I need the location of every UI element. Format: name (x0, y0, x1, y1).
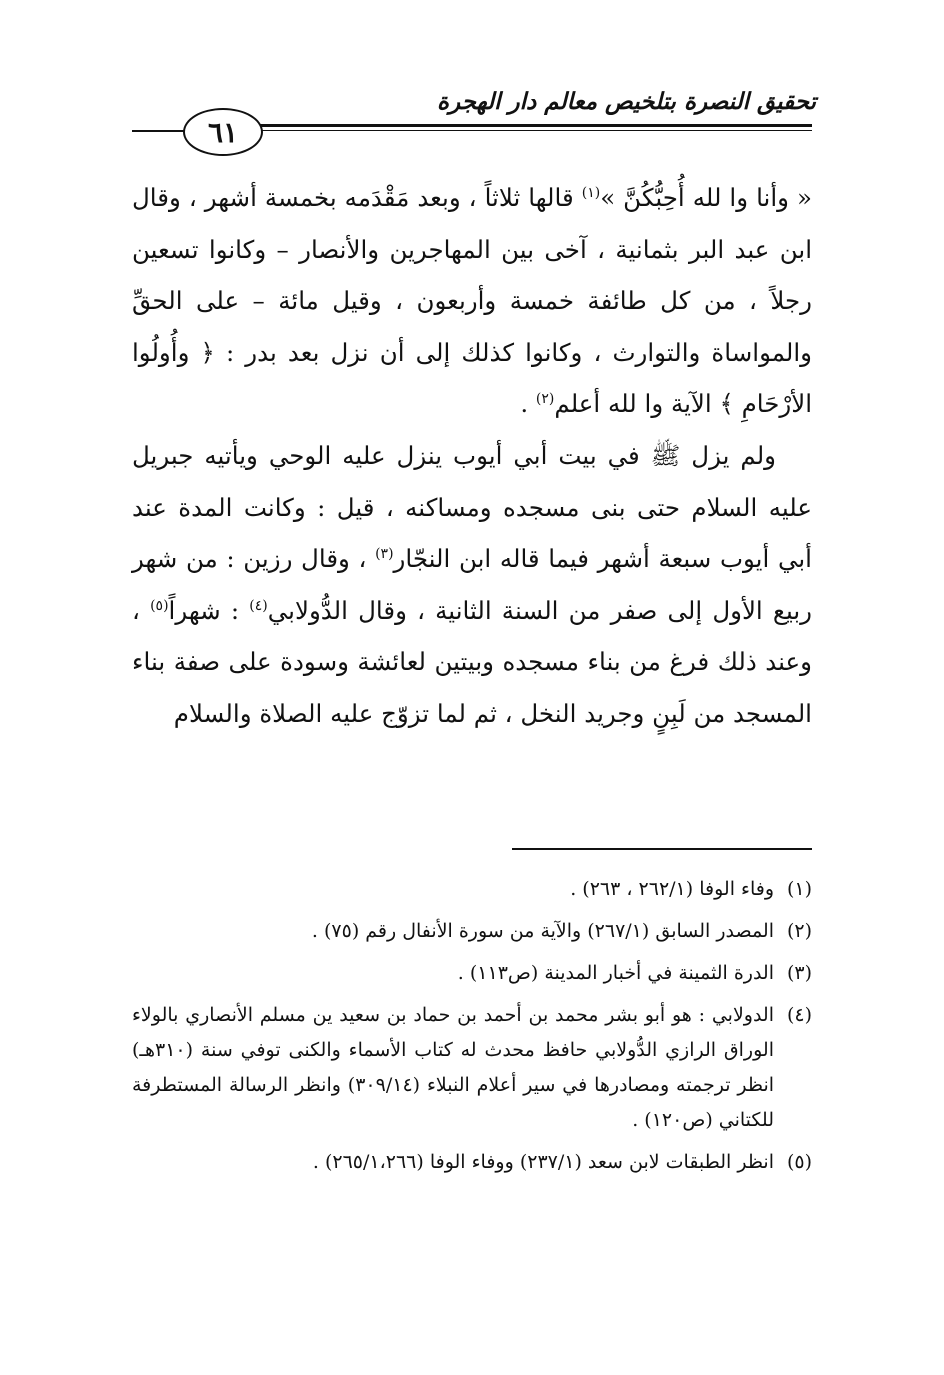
header-rule-top (253, 124, 812, 127)
footnote-4 (132, 998, 812, 1138)
text-segment: ولم يزل ﷺ في بيت أبي أيوب ينزل عليه الوحي ويأتيه جبريل عليه السلام حتى بنى مسجده ومساكنه ، قيل : وكانت المدة عند أبي أيوب سبعة أشهر فيما قاله ابن النجّار (132, 440, 812, 574)
footnote-number: (١) (786, 878, 812, 900)
footnote-number: (٣) (786, 962, 812, 984)
footnote-separator (512, 848, 812, 850)
running-title: تحقيق النصرة بتلخيص معالم دار الهجرة (436, 88, 816, 115)
paragraph-2 (132, 430, 812, 740)
text-segment: قالها ثلاثاً ، وبعد مَقْدَمه بخمسة أشهر ، وقال ابن عبد البر بثمانية ، آخى بين المهاجرين والأنصار – وكانوا تسعين رجلاً ، من كل طائفة خمسة وأربعون ، وقيل مائة – على الحقِّ والمواساة والتوارث ، وكانوا كذلك إلى أن نزل بعد بدر : ﴿ وأُولُوا الأرْحَامِ ﴾ الآية وا لله أعلم (132, 183, 812, 419)
footnote-number: (٢) (786, 920, 812, 942)
footnotes (132, 872, 812, 1187)
footnote-text: وفاء الوفا (٢٦٢/١ ، ٢٦٣) . (570, 878, 774, 900)
footnote-ref-4: (٤) (249, 597, 268, 614)
text-segment: : شهراً (168, 595, 250, 625)
paragraph-1 (132, 172, 812, 430)
footnote-ref-5: (٥) (150, 597, 169, 614)
footnote-number: (٥) (786, 1151, 812, 1173)
footnote-number: (٤) (786, 1004, 812, 1026)
main-text (132, 172, 812, 740)
page-header (0, 0, 944, 170)
header-rule-bottom (253, 130, 812, 131)
footnote-2 (132, 914, 812, 949)
footnote-3 (132, 956, 812, 991)
text-segment: . (520, 389, 536, 419)
page-number: ٦١ (183, 108, 263, 156)
text-segment: ، وعند ذلك فرغ من بناء مسجده وبيتين لعائشة وسودة على صفة بناء المسجد من لَبِنٍ وجريد النخل ، ثم لما تزوّج عليه الصلاة والسلام (132, 595, 812, 728)
footnote-ref-2: (٢) (535, 391, 555, 408)
footnote-ref-3: (٣) (375, 546, 394, 563)
footnote-text: انظر الطبقات لابن سعد (٢٣٧/١) ووفاء الوفا (٢٦٥/١،٢٦٦) . (312, 1151, 774, 1173)
text-segment: « وأنا وا لله أُحِبُّكُنَّ » (600, 183, 812, 212)
footnote-text: الدولابي : هو أبو بشر محمد بن أحمد بن حماد بن سعيد ين مسلم الأنصاري بالولاء الوراق الرازي الدُّولابي حافظ محدث له كتاب الأسماء والكنى توفي سنة (٣١٠هـ) انظر ترجمته ومصادرها في سير أعلام النبلاء (٣٠٩/١٤) وانظر الرسالة المستطرفة للكتاني (ص١٢٠) . (132, 1004, 775, 1131)
footnote-text: الدرة الثمينة في أخبار المدينة (ص١١٣) . (457, 962, 774, 984)
text-segment: ، وقال رزين : من شهر ربيع الأول إلى صفر من السنة الثانية ، وقال الدُّولابي (132, 544, 812, 625)
footnote-ref-1: (١) (581, 185, 601, 201)
footnote-text: المصدر السابق (٢٦٧/١) والآية من سورة الأنفال رقم (٧٥) . (311, 920, 774, 942)
footnote-1 (132, 872, 812, 907)
footnote-5 (132, 1145, 812, 1180)
